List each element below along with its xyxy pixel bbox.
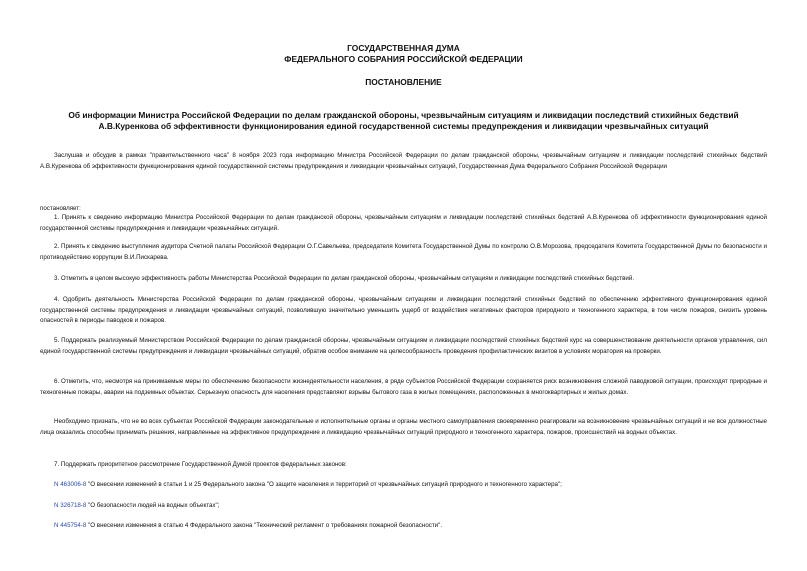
- note-paragraph: Необходимо признать, что не во всех субъектах Российской Федерации законодательные и исполнительные органы и органы местного самоуправления своевременно реагировали на возникновение чрезвычайных ситуаций и не все должностные лица оказались способны принимать решения, направленные на эффективное предупреждение и ликвидацию чрезвычайных ситуаций природного и техногенного характера, пожаров, происшествий на водных объектах.: [40, 418, 767, 436]
- item-1-paragraph: 1. Принять к сведению информацию Министра Российской Федерации по делам гражданской обороны, чрезвычайным ситуациям и ликвидации последствий стихийных бедствий А.В.Куренкова об эффективности функционирования единой государственной системы предупреждения и ликвидации чрезвычайных ситуаций.: [40, 214, 767, 232]
- document-type: ПОСТАНОВЛЕНИЕ: [365, 77, 442, 87]
- bill-item: [40, 521, 767, 532]
- issuer-name: [0, 43, 807, 65]
- item-2-paragraph: 2. Принять к сведению выступления аудитора Счетной палаты Российской Федерации О.Г.Савельева, председателя Комитета Государственной Думы по контролю О.В.Морозова, председателя Комитета Государственной Думы по безопасности и противодействию коррупции В.И.Пискарева.: [40, 243, 767, 261]
- bill-link[interactable]: N 463006-8: [54, 481, 87, 488]
- resolves-paragraph: постановляет:: [40, 205, 81, 212]
- bill-link[interactable]: N 326718-8: [54, 502, 87, 509]
- item-5-paragraph: 5. Поддержать реализуемый Министерством Российской Федерации по делам гражданской обороны, чрезвычайным ситуациям и ликвидации последствий стихийных бедствий курс на совершенствование деятельности органов управления, сил единой государственной системы предупреждения и ликвидации чрезвычайных ситуаций, обратив особое внимание на целесообразность проведения профилактических визитов в условиях моратория на проверки.: [40, 337, 767, 355]
- issuer-line-1: ГОСУДАРСТВЕННАЯ ДУМА: [347, 43, 460, 53]
- bill-link[interactable]: N 445754-8: [54, 522, 87, 529]
- bill-title: "О безопасности людей на водных объектах";: [86, 502, 220, 509]
- bill-item: [40, 480, 767, 491]
- subject-line-1: Об информации Министра Российской Федерации по делам гражданской обороны, чрезвычайным ситуациям и ликвидации последствий стихийных бедствий: [68, 110, 739, 120]
- document-subject: [40, 110, 767, 132]
- subject-line-2: А.В.Куренкова об эффективности функционирования единой государственной системы предупреждения и ликвидации чрезвычайных ситуаций: [98, 121, 709, 131]
- item-3-paragraph: 3. Отметить в целом высокую эффективность работы Министерства Российской Федерации по делам гражданской обороны, чрезвычайным ситуациям и ликвидации последствий стихийных бедствий.: [54, 275, 635, 282]
- bill-title: "О внесении изменений в статьи 1 и 25 Федерального закона "О защите населения и территорий от чрезвычайных ситуаций природного и техногенного характера";: [86, 481, 562, 488]
- item-7-paragraph: 7. Поддержать приоритетное рассмотрение Государственной Думой проектов федеральных законов:: [54, 461, 347, 468]
- bill-item: [40, 501, 767, 512]
- item-4-paragraph: 4. Одобрить деятельность Министерства Российской Федерации по делам гражданской обороны, чрезвычайным ситуациям и ликвидации последствий стихийных бедствий по обеспечению эффективного функционирования единой государственной системы предупреждения и ликвидации чрезвычайных ситуаций, позволившую значительно уменьшить ущерб от воздействия негативных факторов природного и техногенного характера, в том числе пожаров, снизить уровень опасностей в периоды паводков и пожаров.: [40, 296, 767, 324]
- bill-title: "О внесении изменения в статью 4 Федерального закона "Технический регламент о требованиях пожарной безопасности".: [86, 522, 443, 529]
- intro-paragraph: Заслушав и обсудив в рамках "правительственного часа" 8 ноября 2023 года информацию Министра Российской Федерации по делам гражданской обороны, чрезвычайным ситуациям и ликвидации последствий стихийных бедствий А.В.Куренкова об эффективности функционирования единой государственной системы предупреждения и ликвидации чрезвычайных ситуаций, Государственная Дума Федерального Собрания Российской Федерации: [40, 152, 767, 170]
- issuer-line-2: ФЕДЕРАЛЬНОГО СОБРАНИЯ РОССИЙСКОЙ ФЕДЕРАЦИИ: [284, 54, 523, 64]
- item-6-paragraph: 6. Отметить, что, несмотря на принимаемые меры по обеспечению безопасности жизнедеятельности населения, в ряде субъектов Российской Федерации сохраняется риск возникновения сложной паводковой ситуации, происходят природные и техногенные пожары, аварии на подземных объектах. Серьезную опасность для населения представляют взрывы бытового газа в жилых помещениях, расположенных в многоквартирных и жилых домах.: [40, 378, 767, 396]
